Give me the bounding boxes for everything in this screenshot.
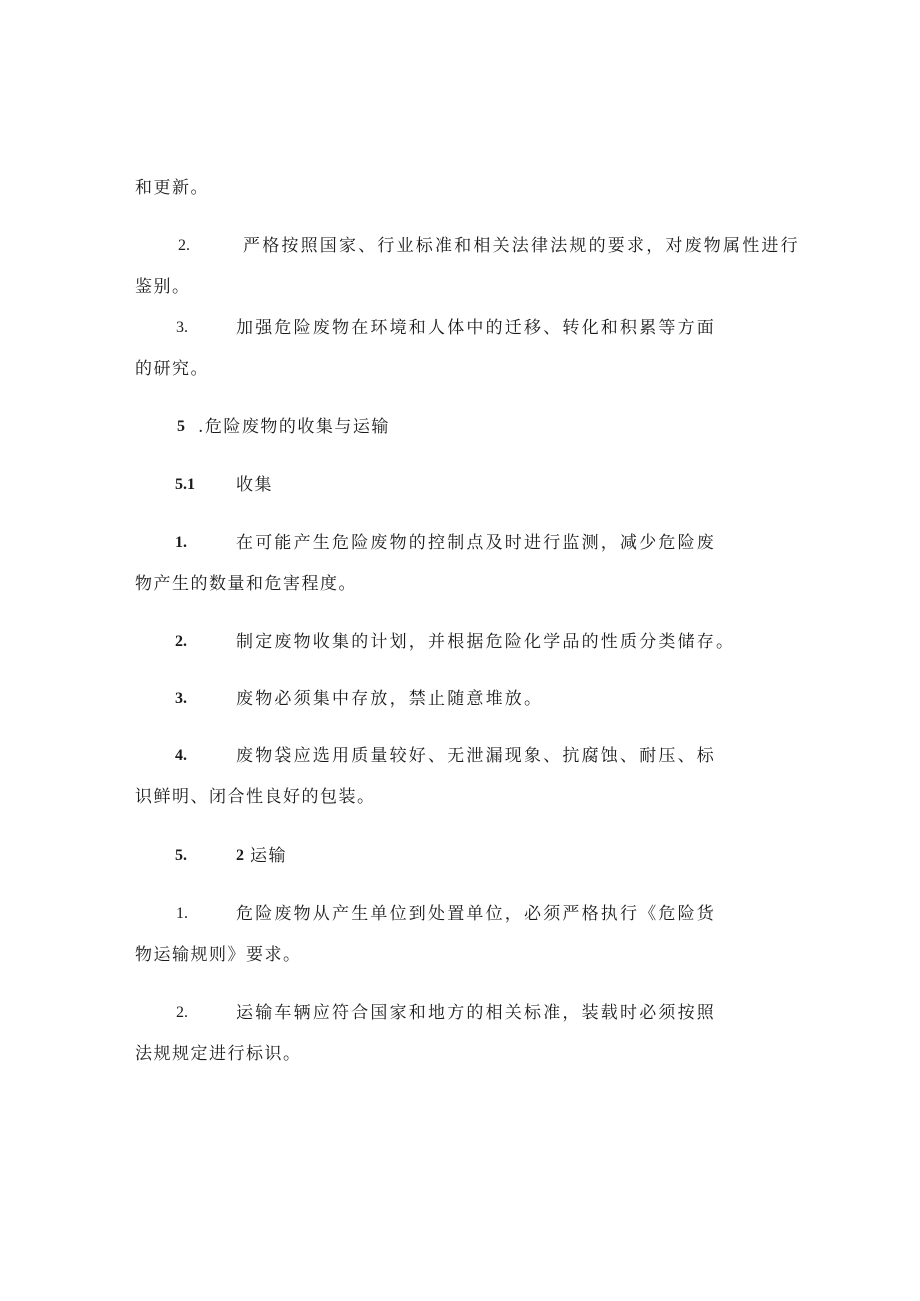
section-number: 5	[177, 418, 185, 435]
subsection-heading: 收集	[236, 475, 273, 495]
subsection-number: 5.	[175, 847, 187, 864]
section-heading: .危险废物的收集与运输	[198, 417, 390, 437]
list-item-number: 2.	[178, 237, 190, 254]
list-item-text: 废物必须集中存放，禁止随意堆放。	[236, 689, 544, 709]
list-item-text-continued: 的研究。	[135, 359, 209, 379]
list-item-text: 加强危险废物在环境和人体中的迁移、转化和积累等方面	[236, 318, 716, 338]
list-item-text: 在可能产生危险废物的控制点及时进行监测，减少危险废	[236, 533, 716, 553]
subsection-number-part: 2	[236, 847, 244, 864]
list-item-number: 2.	[176, 1004, 188, 1021]
list-item-number: 4.	[175, 747, 187, 764]
list-item-number: 2.	[175, 633, 187, 650]
list-item-text-continued: 鉴别。	[135, 277, 191, 297]
list-item-number: 1.	[176, 905, 188, 922]
list-item-text-continued: 物产生的数量和危害程度。	[135, 574, 357, 594]
list-item-text-continued: 法规规定进行标识。	[135, 1044, 302, 1064]
continuation-text: 和更新。	[135, 178, 209, 198]
list-item-number: 1.	[175, 534, 187, 551]
subsection-heading: 运输	[250, 846, 287, 866]
list-item-number: 3.	[176, 319, 188, 336]
list-item-text-continued: 识鲜明、闭合性良好的包装。	[135, 787, 376, 807]
subsection-number: 5.1	[175, 476, 195, 493]
list-item-text: 运输车辆应符合国家和地方的相关标准，装载时必须按照	[236, 1003, 716, 1023]
list-item-text: 制定废物收集的计划，并根据危险化学品的性质分类储存。	[236, 632, 736, 652]
list-item-text: 危险废物从产生单位到处置单位，必须严格执行《危险货	[236, 904, 716, 924]
list-item-text: 废物袋应选用质量较好、无泄漏现象、抗腐蚀、耐压、标	[236, 746, 716, 766]
list-item-text-continued: 物运输规则》要求。	[135, 945, 302, 965]
list-item-text: 严格按照国家、行业标准和相关法律法规的要求，对废物属性进行	[243, 236, 800, 256]
list-item-number: 3.	[175, 690, 187, 707]
